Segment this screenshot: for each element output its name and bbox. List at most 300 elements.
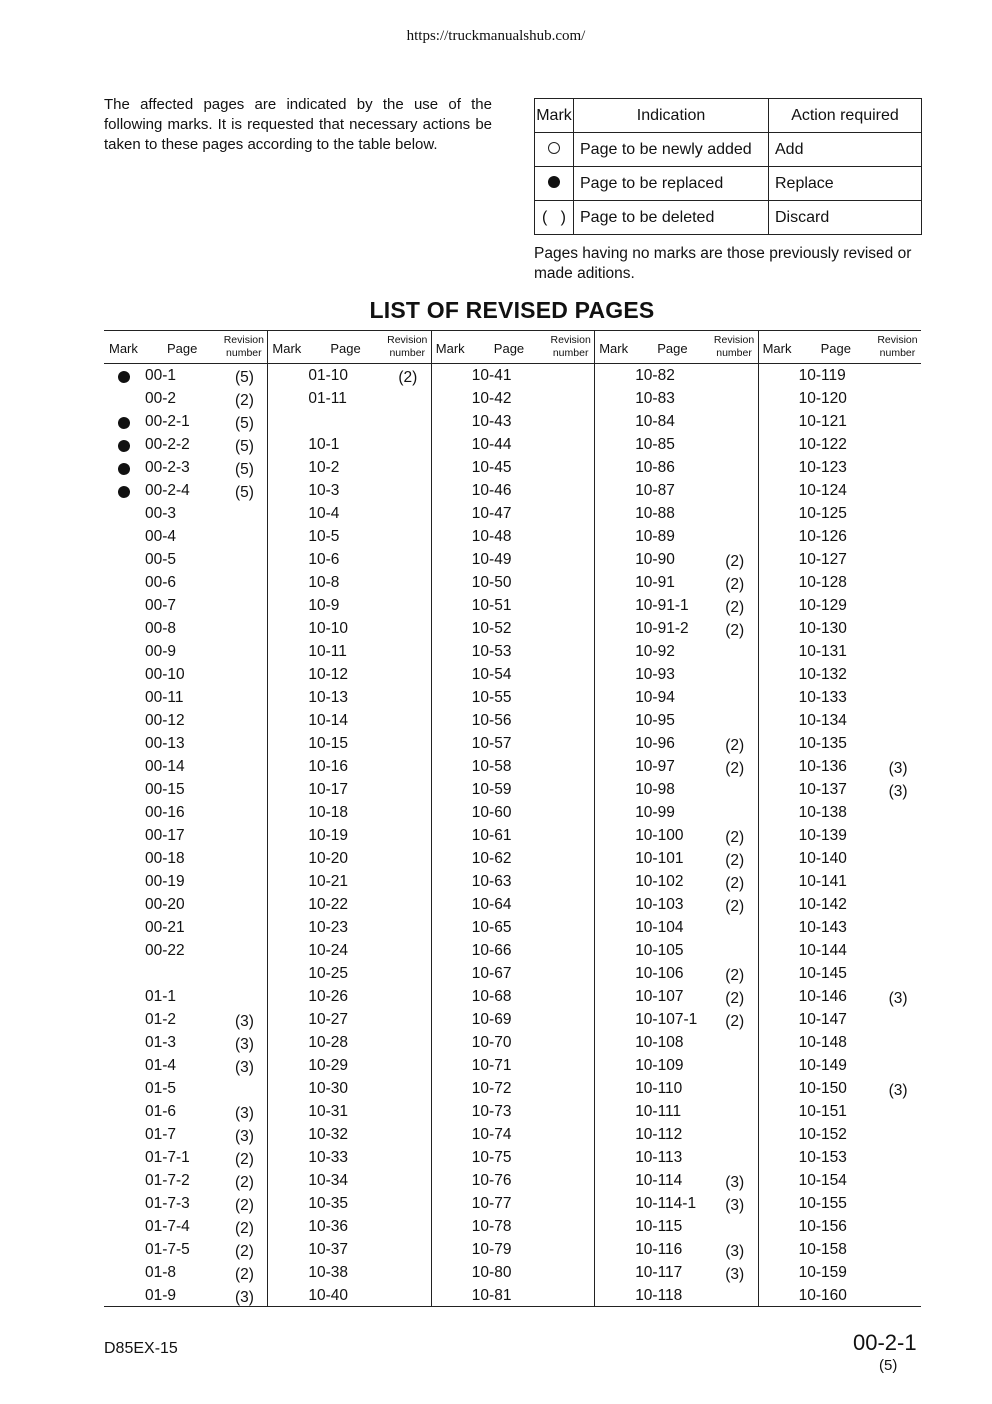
page-entry-row xyxy=(431,640,594,663)
page-entry-row xyxy=(104,939,267,962)
page-number: 10-70 xyxy=(471,1034,512,1051)
page-entry-row xyxy=(594,433,757,456)
page-entry-row xyxy=(594,778,757,801)
page-entry-row xyxy=(267,548,430,571)
page-entry-row xyxy=(431,663,594,686)
page-entry-row xyxy=(594,525,757,548)
page-number: 10-116 xyxy=(635,1241,683,1258)
page-number: 00-18 xyxy=(145,850,185,867)
page-entry-row xyxy=(431,732,594,755)
page-number: 10-77 xyxy=(471,1195,512,1212)
revision-number: (2) xyxy=(235,1174,254,1191)
page-number: 01-1 xyxy=(145,988,177,1005)
page-entry-row xyxy=(104,985,267,1008)
filled-circle-icon xyxy=(118,463,130,475)
page-number: 10-155 xyxy=(798,1195,847,1212)
page-number: 10-154 xyxy=(798,1172,847,1189)
header-page: Page xyxy=(493,341,525,356)
page-entry-row xyxy=(431,1169,594,1192)
filled-circle-icon xyxy=(548,176,560,188)
page-entry-row xyxy=(104,732,267,755)
page-number: 10-33 xyxy=(308,1149,349,1166)
page-number: 01-7 xyxy=(145,1126,177,1143)
page-entry-row xyxy=(431,456,594,479)
page-number: 00-2-3 xyxy=(145,459,190,476)
page-number: 00-9 xyxy=(145,643,177,660)
page-number: 10-133 xyxy=(798,689,847,706)
page-entry-row xyxy=(267,1261,430,1284)
revision-number: (3) xyxy=(235,1059,254,1076)
page-entry-row xyxy=(104,1031,267,1054)
page-entry-row xyxy=(104,709,267,732)
page-number: 10-23 xyxy=(308,919,349,936)
page-entry-row xyxy=(758,939,921,962)
page-number: 00-2 xyxy=(145,390,177,407)
page-entry-row xyxy=(267,1100,430,1123)
page-entry-row xyxy=(594,479,757,502)
page-entry-row xyxy=(594,985,757,1008)
page-entry-row xyxy=(758,1192,921,1215)
page-entry-row xyxy=(104,410,267,433)
page-number: 10-115 xyxy=(635,1218,683,1235)
page-entry-row xyxy=(267,433,430,456)
revision-number: (5) xyxy=(235,484,254,501)
page-entry-row xyxy=(758,617,921,640)
page-number: 10-117 xyxy=(635,1264,683,1281)
filled-circle-icon xyxy=(118,486,130,498)
page-number: 00-6 xyxy=(145,574,177,591)
page-entry-row xyxy=(594,1146,757,1169)
page-number: 10-135 xyxy=(798,735,847,752)
legend-header-row xyxy=(535,99,922,133)
legend-indication: Page to be deleted xyxy=(574,201,769,235)
page-title: LIST OF REVISED PAGES xyxy=(369,297,655,323)
page-number: 10-100 xyxy=(635,827,684,844)
page-number: 10-122 xyxy=(798,436,847,453)
page-number: 10-9 xyxy=(308,597,340,614)
page-number: 10-54 xyxy=(471,666,512,683)
page-number: 10-44 xyxy=(471,436,512,453)
page-number: 10-131 xyxy=(798,643,847,660)
legend-mark-cell xyxy=(535,167,574,201)
page-entry-row xyxy=(594,456,757,479)
page-entry-row xyxy=(594,893,757,916)
revision-number: (2) xyxy=(725,737,745,754)
page-entry-row xyxy=(104,1008,267,1031)
page-entry-row xyxy=(594,755,757,778)
page-entry-row xyxy=(267,686,430,709)
header-revision-number: Revision number xyxy=(877,334,918,359)
page-entry-row xyxy=(431,755,594,778)
page-number: 10-140 xyxy=(798,850,847,867)
page-entry-row xyxy=(758,1169,921,1192)
page-entry-row xyxy=(267,801,430,824)
page-number: 10-148 xyxy=(798,1034,847,1051)
page-number: 10-69 xyxy=(471,1011,512,1028)
page-number: 00-10 xyxy=(145,666,185,683)
page-entry-row xyxy=(758,985,921,1008)
page-entry-row xyxy=(758,548,921,571)
page-entry-row xyxy=(758,1031,921,1054)
page-number: 10-153 xyxy=(798,1149,847,1166)
page-number: 10-75 xyxy=(471,1149,512,1166)
page-entry-row xyxy=(431,387,594,410)
page-number: 10-93 xyxy=(635,666,675,683)
page-entry-row xyxy=(758,387,921,410)
page-number: 10-31 xyxy=(308,1103,349,1120)
revision-number: (3) xyxy=(235,1013,254,1030)
page-number: 10-146 xyxy=(798,988,847,1005)
page-entry-row xyxy=(104,663,267,686)
page-number: 10-19 xyxy=(308,827,349,844)
page-entry-row xyxy=(104,1100,267,1123)
page-entry-row xyxy=(594,939,757,962)
page-number: 10-150 xyxy=(798,1080,847,1097)
page-number: 01-8 xyxy=(145,1264,177,1281)
revision-number: (2) xyxy=(235,1243,254,1260)
page-entry-row xyxy=(758,663,921,686)
page-number: 10-60 xyxy=(471,804,512,821)
page-number: 10-66 xyxy=(471,942,512,959)
page-number: 10-63 xyxy=(471,873,512,890)
page-number: 10-102 xyxy=(635,873,684,890)
source-url[interactable]: https://truckmanualshub.com/ xyxy=(406,28,586,44)
page-number: 10-76 xyxy=(471,1172,512,1189)
page-entry-row xyxy=(758,1261,921,1284)
page-entry-row xyxy=(267,893,430,916)
page-number: 10-35 xyxy=(308,1195,349,1212)
revision-number: (2) xyxy=(725,829,745,846)
page-number: 10-128 xyxy=(798,574,847,591)
page-entry-row xyxy=(267,364,430,387)
page-entry-row xyxy=(594,594,757,617)
page-number: 01-9 xyxy=(145,1287,177,1304)
page-number: 10-20 xyxy=(308,850,349,867)
page-entry-row xyxy=(104,1238,267,1261)
footer-revision: (5) xyxy=(879,1357,898,1374)
revision-number: (2) xyxy=(235,392,254,409)
page-number: 10-99 xyxy=(635,804,675,821)
page-number: 10-90 xyxy=(635,551,675,568)
page-number: 10-145 xyxy=(798,965,847,982)
page-number: 10-43 xyxy=(471,413,512,430)
page-entry-row xyxy=(594,410,757,433)
page-entry-row xyxy=(431,962,594,985)
page-entry-row xyxy=(104,1146,267,1169)
page-number: 10-65 xyxy=(471,919,512,936)
page-entry-row xyxy=(104,387,267,410)
page-number: 10-158 xyxy=(798,1241,847,1258)
page-entry-row xyxy=(104,479,267,502)
page-number: 10-64 xyxy=(471,896,512,913)
page-number: 01-11 xyxy=(308,390,347,407)
revision-number: (2) xyxy=(398,369,418,386)
page-entry-row xyxy=(431,1192,594,1215)
page-column xyxy=(594,331,757,1306)
page-number: 10-46 xyxy=(471,482,512,499)
page-number: 00-2-1 xyxy=(145,413,190,430)
page-entry-row xyxy=(431,571,594,594)
page-entry-row xyxy=(104,1077,267,1100)
open-circle-icon xyxy=(548,142,560,154)
page-entry-row xyxy=(104,962,267,985)
page-number: 01-5 xyxy=(145,1080,177,1097)
revision-number: (3) xyxy=(725,1243,745,1260)
marks-legend-table xyxy=(534,98,922,235)
page-entry-row xyxy=(267,824,430,847)
page-number: 10-13 xyxy=(308,689,349,706)
page-number: 10-50 xyxy=(471,574,512,591)
page-number: 10-112 xyxy=(635,1126,683,1143)
page-number: 10-14 xyxy=(308,712,349,729)
page-entry-row xyxy=(594,801,757,824)
revision-number: (2) xyxy=(725,576,745,593)
page-number: 00-3 xyxy=(145,505,177,522)
revision-number: (3) xyxy=(888,1082,908,1099)
header-mark: Mark xyxy=(435,341,465,356)
page-entry-row xyxy=(267,1146,430,1169)
page-entry-row xyxy=(431,1146,594,1169)
revision-number: (3) xyxy=(725,1197,745,1214)
page-number: 10-21 xyxy=(308,873,349,890)
revision-number: (2) xyxy=(725,760,745,777)
page-number: 10-81 xyxy=(471,1287,512,1304)
legend-row-replace xyxy=(535,167,922,201)
page-entry-row xyxy=(594,617,757,640)
page-number: 10-132 xyxy=(798,666,847,683)
page-entry-row xyxy=(267,939,430,962)
page-number: 10-111 xyxy=(635,1103,682,1120)
page-number: 10-151 xyxy=(798,1103,847,1120)
page-number: 01-10 xyxy=(308,367,349,384)
revision-number: (3) xyxy=(888,990,908,1007)
filled-circle-icon xyxy=(118,440,130,452)
page-entry-row xyxy=(267,1123,430,1146)
page-entry-row xyxy=(431,709,594,732)
page-entry-row xyxy=(431,548,594,571)
page-number: 00-11 xyxy=(145,689,184,706)
page-number: 10-28 xyxy=(308,1034,349,1051)
page-number: 10-103 xyxy=(635,896,684,913)
page-number: 10-11 xyxy=(308,643,347,660)
revision-number: (2) xyxy=(235,1197,254,1214)
page-number: 10-110 xyxy=(635,1080,683,1097)
page-number: 00-5 xyxy=(145,551,177,568)
page-entry-row xyxy=(758,410,921,433)
page-entry-row xyxy=(431,433,594,456)
page-entry-row xyxy=(758,525,921,548)
page-number: 10-40 xyxy=(308,1287,349,1304)
page-entry-row xyxy=(758,364,921,387)
page-number: 10-124 xyxy=(798,482,847,499)
page-number: 10-25 xyxy=(308,965,349,982)
page-entry-row xyxy=(594,1261,757,1284)
page-number: 10-147 xyxy=(798,1011,847,1028)
revision-number: (3) xyxy=(235,1105,254,1122)
revision-number: (2) xyxy=(725,553,745,570)
page-number: 10-29 xyxy=(308,1057,349,1074)
page-number: 10-94 xyxy=(635,689,675,706)
page-entry-row xyxy=(104,1169,267,1192)
page-entry-row xyxy=(431,778,594,801)
page-number: 10-72 xyxy=(471,1080,512,1097)
legend-mark-cell xyxy=(535,133,574,167)
page-entry-row xyxy=(758,1146,921,1169)
page-number: 10-61 xyxy=(471,827,512,844)
page-entry-row xyxy=(267,870,430,893)
page-entry-row xyxy=(758,571,921,594)
page-number: 01-7-1 xyxy=(145,1149,190,1166)
page-entry-row xyxy=(758,479,921,502)
page-number: 10-130 xyxy=(798,620,847,637)
page-number: 01-7-5 xyxy=(145,1241,190,1258)
page-number: 01-7-3 xyxy=(145,1195,190,1212)
page-number: 00-4 xyxy=(145,528,177,545)
page-number: 00-15 xyxy=(145,781,185,798)
page-number: 10-97 xyxy=(635,758,675,775)
header-revision-number: Revision number xyxy=(223,334,264,359)
page-number: 10-83 xyxy=(635,390,675,407)
page-number: 10-109 xyxy=(635,1057,684,1074)
page-number: 10-138 xyxy=(798,804,847,821)
legend-note: Pages having no marks are those previously revised or made aditions. xyxy=(534,245,912,282)
revision-number: (3) xyxy=(235,1128,254,1145)
page-entry-row xyxy=(594,847,757,870)
page-entry-row xyxy=(758,1215,921,1238)
page-entry-row xyxy=(267,778,430,801)
page-entry-row xyxy=(267,962,430,985)
page-number: 10-82 xyxy=(635,367,675,384)
page-entry-row xyxy=(267,709,430,732)
page-entry-row xyxy=(758,433,921,456)
page-number: 10-87 xyxy=(635,482,675,499)
header-revision-number: Revision number xyxy=(550,334,591,359)
filled-circle-icon xyxy=(118,371,130,383)
page-number: 10-55 xyxy=(471,689,512,706)
page-number: 10-149 xyxy=(798,1057,847,1074)
column-divider xyxy=(758,331,759,1306)
page-number: 10-5 xyxy=(308,528,340,545)
page-entry-row xyxy=(104,801,267,824)
page-number: 00-14 xyxy=(145,758,185,775)
page-number: 00-1 xyxy=(145,367,177,384)
page-number: 00-19 xyxy=(145,873,185,890)
page-number: 00-7 xyxy=(145,597,177,614)
page-number: 10-53 xyxy=(471,643,512,660)
page-entry-row xyxy=(267,640,430,663)
page-entry-row xyxy=(758,1123,921,1146)
page-entry-row xyxy=(431,916,594,939)
page-number: 10-1 xyxy=(308,436,340,453)
page-number: 01-2 xyxy=(145,1011,177,1028)
page-entry-row xyxy=(594,663,757,686)
page-entry-row xyxy=(594,1284,757,1307)
legend-action: Replace xyxy=(769,167,922,201)
page-entry-row xyxy=(431,1077,594,1100)
page-entry-row xyxy=(267,479,430,502)
page-entry-row xyxy=(758,801,921,824)
page-entry-row xyxy=(431,525,594,548)
page-number: 10-123 xyxy=(798,459,847,476)
revision-number: (2) xyxy=(235,1266,254,1283)
page-number: 00-17 xyxy=(145,827,185,844)
revision-number: (2) xyxy=(725,599,745,616)
page-number: 10-16 xyxy=(308,758,349,775)
page-entry-row xyxy=(594,962,757,985)
page-number: 10-121 xyxy=(798,413,847,430)
revision-number: (3) xyxy=(888,783,908,800)
page-entry-row xyxy=(267,1054,430,1077)
header-mark: Mark xyxy=(272,341,302,356)
page-entry-row xyxy=(267,663,430,686)
page-entry-row xyxy=(431,985,594,1008)
page-number: 01-6 xyxy=(145,1103,177,1120)
page-entry-row xyxy=(104,916,267,939)
legend-header-indication: Indication xyxy=(574,99,769,133)
page-number: 00-8 xyxy=(145,620,177,637)
column-header xyxy=(594,331,757,363)
page-entry-row xyxy=(267,456,430,479)
page-entry-row xyxy=(594,364,757,387)
page-entry-row xyxy=(104,824,267,847)
intro-text: The affected pages are indicated by the use of the following marks. It is requested that necessary actions be taken to these pages according to the table below. xyxy=(104,96,492,153)
column-divider xyxy=(431,331,432,1306)
page-number: 10-56 xyxy=(471,712,512,729)
page-number: 10-15 xyxy=(308,735,349,752)
revision-number: (5) xyxy=(235,369,254,386)
page-entry-row xyxy=(267,525,430,548)
page-entry-row xyxy=(267,985,430,1008)
legend-mark-parentheses: ( ) xyxy=(535,201,574,235)
page-number: 10-113 xyxy=(635,1149,683,1166)
page-number: 10-126 xyxy=(798,528,847,545)
page-number: 10-91-2 xyxy=(635,620,689,637)
page-entry-row xyxy=(104,1054,267,1077)
page-entry-row xyxy=(758,709,921,732)
page-entry-row xyxy=(758,962,921,985)
page-number: 10-71 xyxy=(471,1057,512,1074)
header-page: Page xyxy=(657,341,688,356)
page-number: 00-12 xyxy=(145,712,185,729)
header-page: Page xyxy=(330,341,361,356)
page-number: 10-137 xyxy=(798,781,847,798)
page-entry-row xyxy=(758,916,921,939)
revision-number: (5) xyxy=(235,438,254,455)
page-entry-row xyxy=(431,939,594,962)
revision-number: (3) xyxy=(235,1036,254,1053)
legend-row-discard xyxy=(535,201,922,235)
legend-row-add xyxy=(535,133,922,167)
legend-action: Add xyxy=(769,133,922,167)
page-entry-row xyxy=(758,1238,921,1261)
page-number: 10-22 xyxy=(308,896,349,913)
page-entry-row xyxy=(104,640,267,663)
page-entry-row xyxy=(431,847,594,870)
page-number: 01-3 xyxy=(145,1034,177,1051)
page-entry-row xyxy=(594,732,757,755)
page-entry-row xyxy=(267,1238,430,1261)
page-entry-row xyxy=(594,502,757,525)
page-entry-row xyxy=(104,1284,267,1307)
page-column xyxy=(431,331,594,1306)
page-entry-row xyxy=(431,1100,594,1123)
page-entry-row xyxy=(104,456,267,479)
revision-number: (3) xyxy=(725,1174,745,1191)
legend-indication: Page to be replaced xyxy=(574,167,769,201)
column-header xyxy=(431,331,594,363)
page-entry-row xyxy=(758,1054,921,1077)
page-entry-row xyxy=(758,893,921,916)
